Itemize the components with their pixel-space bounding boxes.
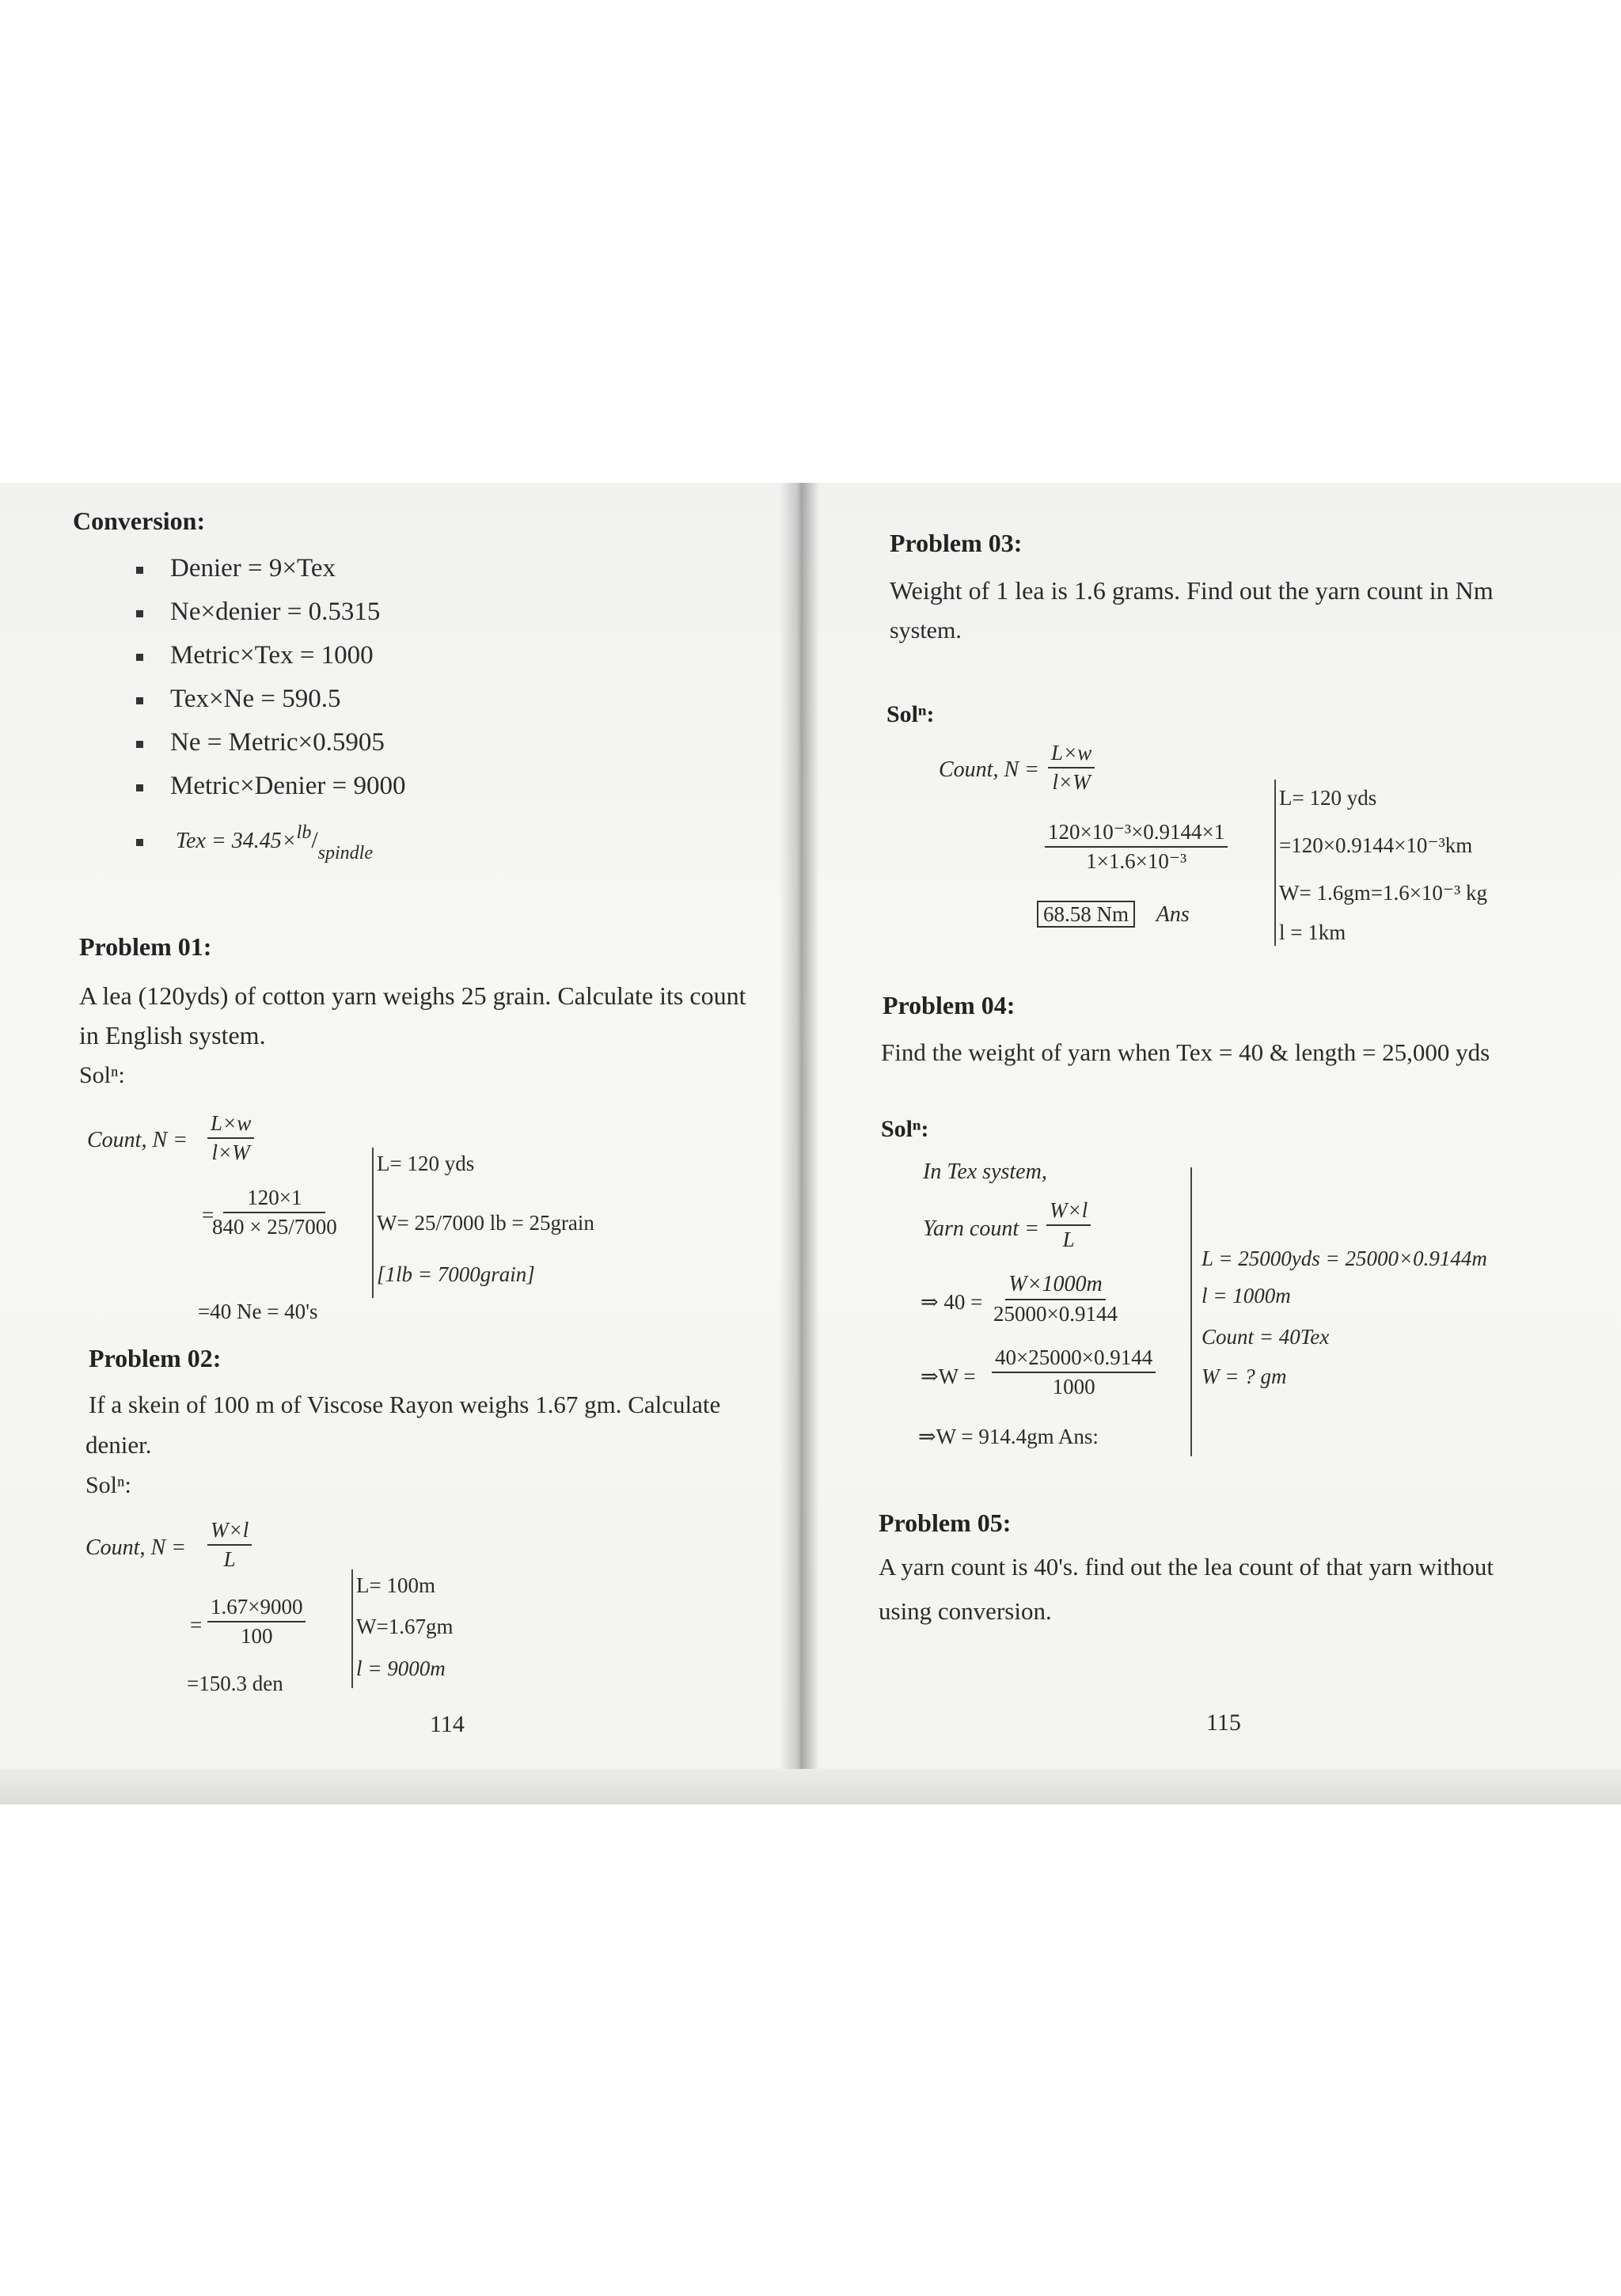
tex-formula-text: Tex = 34.45× (176, 829, 297, 853)
problem-02-count-label: Count, N = (85, 1535, 187, 1560)
conversion-item: Ne×denier = 0.5315 (170, 598, 381, 626)
page-number: 114 (430, 1711, 465, 1737)
tex-formula-num: lb (296, 822, 312, 843)
problem-04-line1: Find the weight of yarn when Tex = 40 & length = 25,000 yds (881, 1038, 1490, 1066)
given-item: W= 1.6gm=1.6×10⁻³ kg (1279, 881, 1488, 905)
given-item: W=1.67gm (356, 1615, 454, 1638)
book-spine (780, 483, 819, 1805)
problem-01-count-label: Count, N = (87, 1128, 188, 1152)
bullet (136, 610, 143, 617)
problem-02-result: =150.3 den (187, 1672, 283, 1695)
problem-03-formula: $\frac{L\times w}{l\times W}$ (1048, 741, 1095, 795)
tex-formula: Tex = $34.45\times^{lb}/_{spindle}$ (176, 822, 373, 863)
given-item: l = 1000m (1202, 1284, 1291, 1307)
conversion-item: Metric×Tex = 1000 (170, 641, 374, 670)
conversion-heading: Conversion: (73, 507, 206, 535)
conversion-item: Metric×Denier = 9000 (170, 772, 406, 800)
problem-04-heading: Problem 04: (883, 991, 1015, 1019)
problem-04-system-label: In Tex system, (923, 1159, 1047, 1184)
given-item: Count = 40Tex (1202, 1325, 1330, 1349)
problem-03-line2: system. (890, 617, 962, 643)
problem-03-count-label: Count, N = (939, 757, 1040, 782)
problem-04-step2-fraction: $\frac{W\times 1000m}{25000\times 0.9144}$ (993, 1272, 1118, 1326)
given-divider (1190, 1167, 1192, 1456)
problem-04-step2-label: ⇒ 40 = (921, 1290, 983, 1314)
problem-04-step3-label: ⇒W = (921, 1364, 976, 1388)
problem-01-line2: in English system. (79, 1021, 266, 1049)
problem-04-step3-fraction: $\frac{40\times 25000\times 0.9144}{1000}$ (992, 1345, 1156, 1399)
bullet (136, 839, 143, 846)
given-item: [1lb = 7000grain] (377, 1262, 535, 1286)
problem-01-heading: Problem 01: (79, 932, 212, 961)
problem-02-line2: denier. (85, 1431, 152, 1459)
bullet (136, 741, 143, 748)
equals-sign: = (202, 1203, 214, 1227)
given-item: l = 9000m (356, 1657, 446, 1680)
equals-sign: = (190, 1613, 203, 1637)
bullet (136, 654, 143, 661)
problem-02-line1: If a skein of 100 m of Viscose Rayon weighs 1.67 gm. Calculate (89, 1391, 721, 1418)
given-item: =120×0.9144×10⁻³km (1279, 833, 1473, 857)
problem-03-calculation: $\frac{\text{120×10⁻³×0.9144×1}}{\text{1×1.6×10⁻³}}$ (1045, 820, 1228, 874)
given-item: L= 120 yds (1279, 786, 1377, 810)
problem-05-line1: A yarn count is 40's. find out the lea count of that yarn without (879, 1553, 1494, 1581)
bullet (136, 697, 143, 704)
problem-02-calculation: $\frac{1.67\times 9000}{100}$ (207, 1595, 306, 1649)
tex-formula-den: spindle (317, 843, 373, 863)
bullet (136, 784, 143, 791)
given-item: W = ? gm (1202, 1364, 1287, 1388)
problem-03-line1: Weight of 1 lea is 1.6 grams. Find out the yarn count in Nm (890, 576, 1494, 605)
given-item: W= 25/7000 lb = 25grain (377, 1211, 594, 1235)
problem-02-formula: $\frac{W\times l}{L}$ (207, 1518, 252, 1572)
problem-04-formula: $\frac{W\times l}{L}$ (1046, 1198, 1091, 1252)
problem-05-heading: Problem 05: (879, 1509, 1012, 1537)
problem-02-heading: Problem 02: (89, 1344, 222, 1372)
problem-03-answer (1037, 902, 1190, 928)
problem-01-result: =40 Ne = 40's (198, 1300, 318, 1323)
given-item: L= 100m (356, 1573, 435, 1597)
given-item: L = 25000yds = 25000×0.9144m (1202, 1247, 1487, 1270)
page-number: 115 (1206, 1710, 1241, 1736)
given-divider (351, 1569, 353, 1688)
problem-05-line2: using conversion. (879, 1597, 1052, 1625)
conversion-item: Tex×Ne = 590.5 (170, 685, 341, 713)
problem-04-result: ⇒W = 914.4gm Ans: (918, 1425, 1099, 1448)
conversion-item: Ne = Metric×0.5905 (170, 728, 385, 757)
problem-01-line1: A lea (120yds) of cotton yarn weighs 25 grain. Calculate its count (79, 981, 746, 1010)
problem-01-formula: $\frac{L\times w}{l\times W}$ (207, 1111, 254, 1165)
given-divider (372, 1148, 374, 1298)
answer-label: Ans (1156, 902, 1190, 927)
page-bottom-edge (0, 1769, 1621, 1805)
problem-04-solution-label: Solⁿ: (881, 1116, 929, 1142)
problem-03-solution-label: Solⁿ: (886, 701, 935, 727)
problem-03-heading: Problem 03: (890, 529, 1023, 557)
problem-04-yarn-count-label: Yarn count = (923, 1216, 1039, 1241)
given-item: L= 120 yds (377, 1152, 475, 1175)
problem-01-calculation: $\frac{120\times 1}{840 \times 25/7000}$ (212, 1186, 337, 1239)
given-item: l = 1km (1279, 920, 1346, 944)
answer-box: 68.58 Nm (1037, 901, 1135, 928)
bullet (136, 567, 143, 574)
given-divider (1274, 780, 1276, 946)
problem-02-solution-label: Solⁿ: (85, 1472, 131, 1498)
conversion-item: Denier = 9×Tex (170, 554, 336, 583)
problem-01-solution-label: Solⁿ: (79, 1062, 125, 1088)
